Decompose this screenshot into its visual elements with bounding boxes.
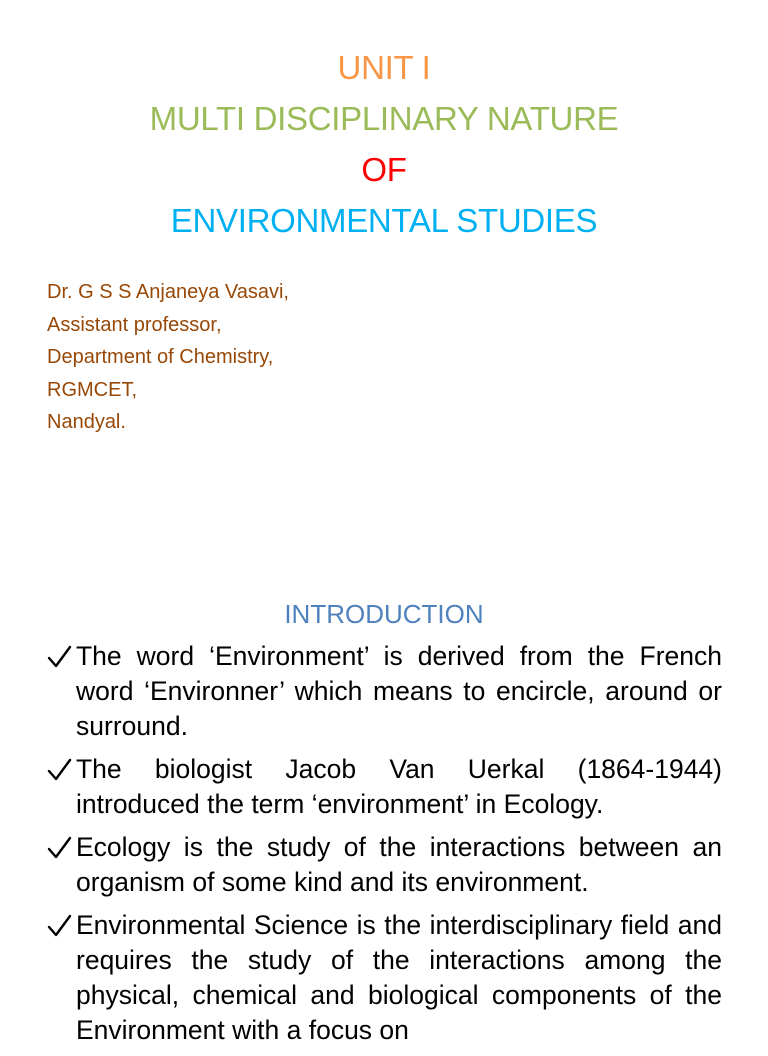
check-icon — [47, 639, 73, 674]
check-icon — [47, 830, 73, 865]
author-name: Dr. G S S Anjaneya Vasavi, — [47, 281, 289, 303]
bullet-text: The biologist Jacob Van Uerkal (1864-1944) introduced the term ‘environment’ in Ecology. — [76, 754, 722, 819]
bullet-item — [47, 908, 722, 1048]
bullet-text: Environmental Science is the interdisciplinary field and requires the study of the interactions among the physical, chemical and biological components of the Environment with a focus on — [76, 910, 722, 1045]
author-block — [47, 276, 289, 439]
bullet-text: The word ‘Environment’ is derived from the French word ‘Environner’ which means to encircle, around or surround. — [76, 641, 722, 741]
bullet-item — [47, 639, 722, 744]
connector-title: OF — [361, 151, 407, 188]
studies-title: ENVIRONMENTAL STUDIES — [170, 202, 598, 239]
author-designation: Assistant professor, — [47, 313, 222, 336]
check-icon — [47, 752, 73, 787]
unit-title: UNIT I — [337, 49, 431, 86]
check-icon — [47, 908, 73, 943]
bullet-item — [47, 752, 722, 822]
subject-title: MULTI DISCIPLINARY NATURE — [149, 100, 619, 137]
introduction-heading: INTRODUCTION — [284, 599, 484, 629]
title-block — [0, 42, 768, 246]
introduction-bullet-list — [47, 639, 722, 1056]
bullet-item — [47, 830, 722, 900]
author-department: Department of Chemistry, — [47, 346, 274, 368]
author-institution: RGMCET, — [47, 378, 137, 401]
bullet-text: Ecology is the study of the interactions between an organism of some kind and its environment. — [76, 832, 722, 897]
author-place: Nandyal. — [47, 411, 126, 433]
